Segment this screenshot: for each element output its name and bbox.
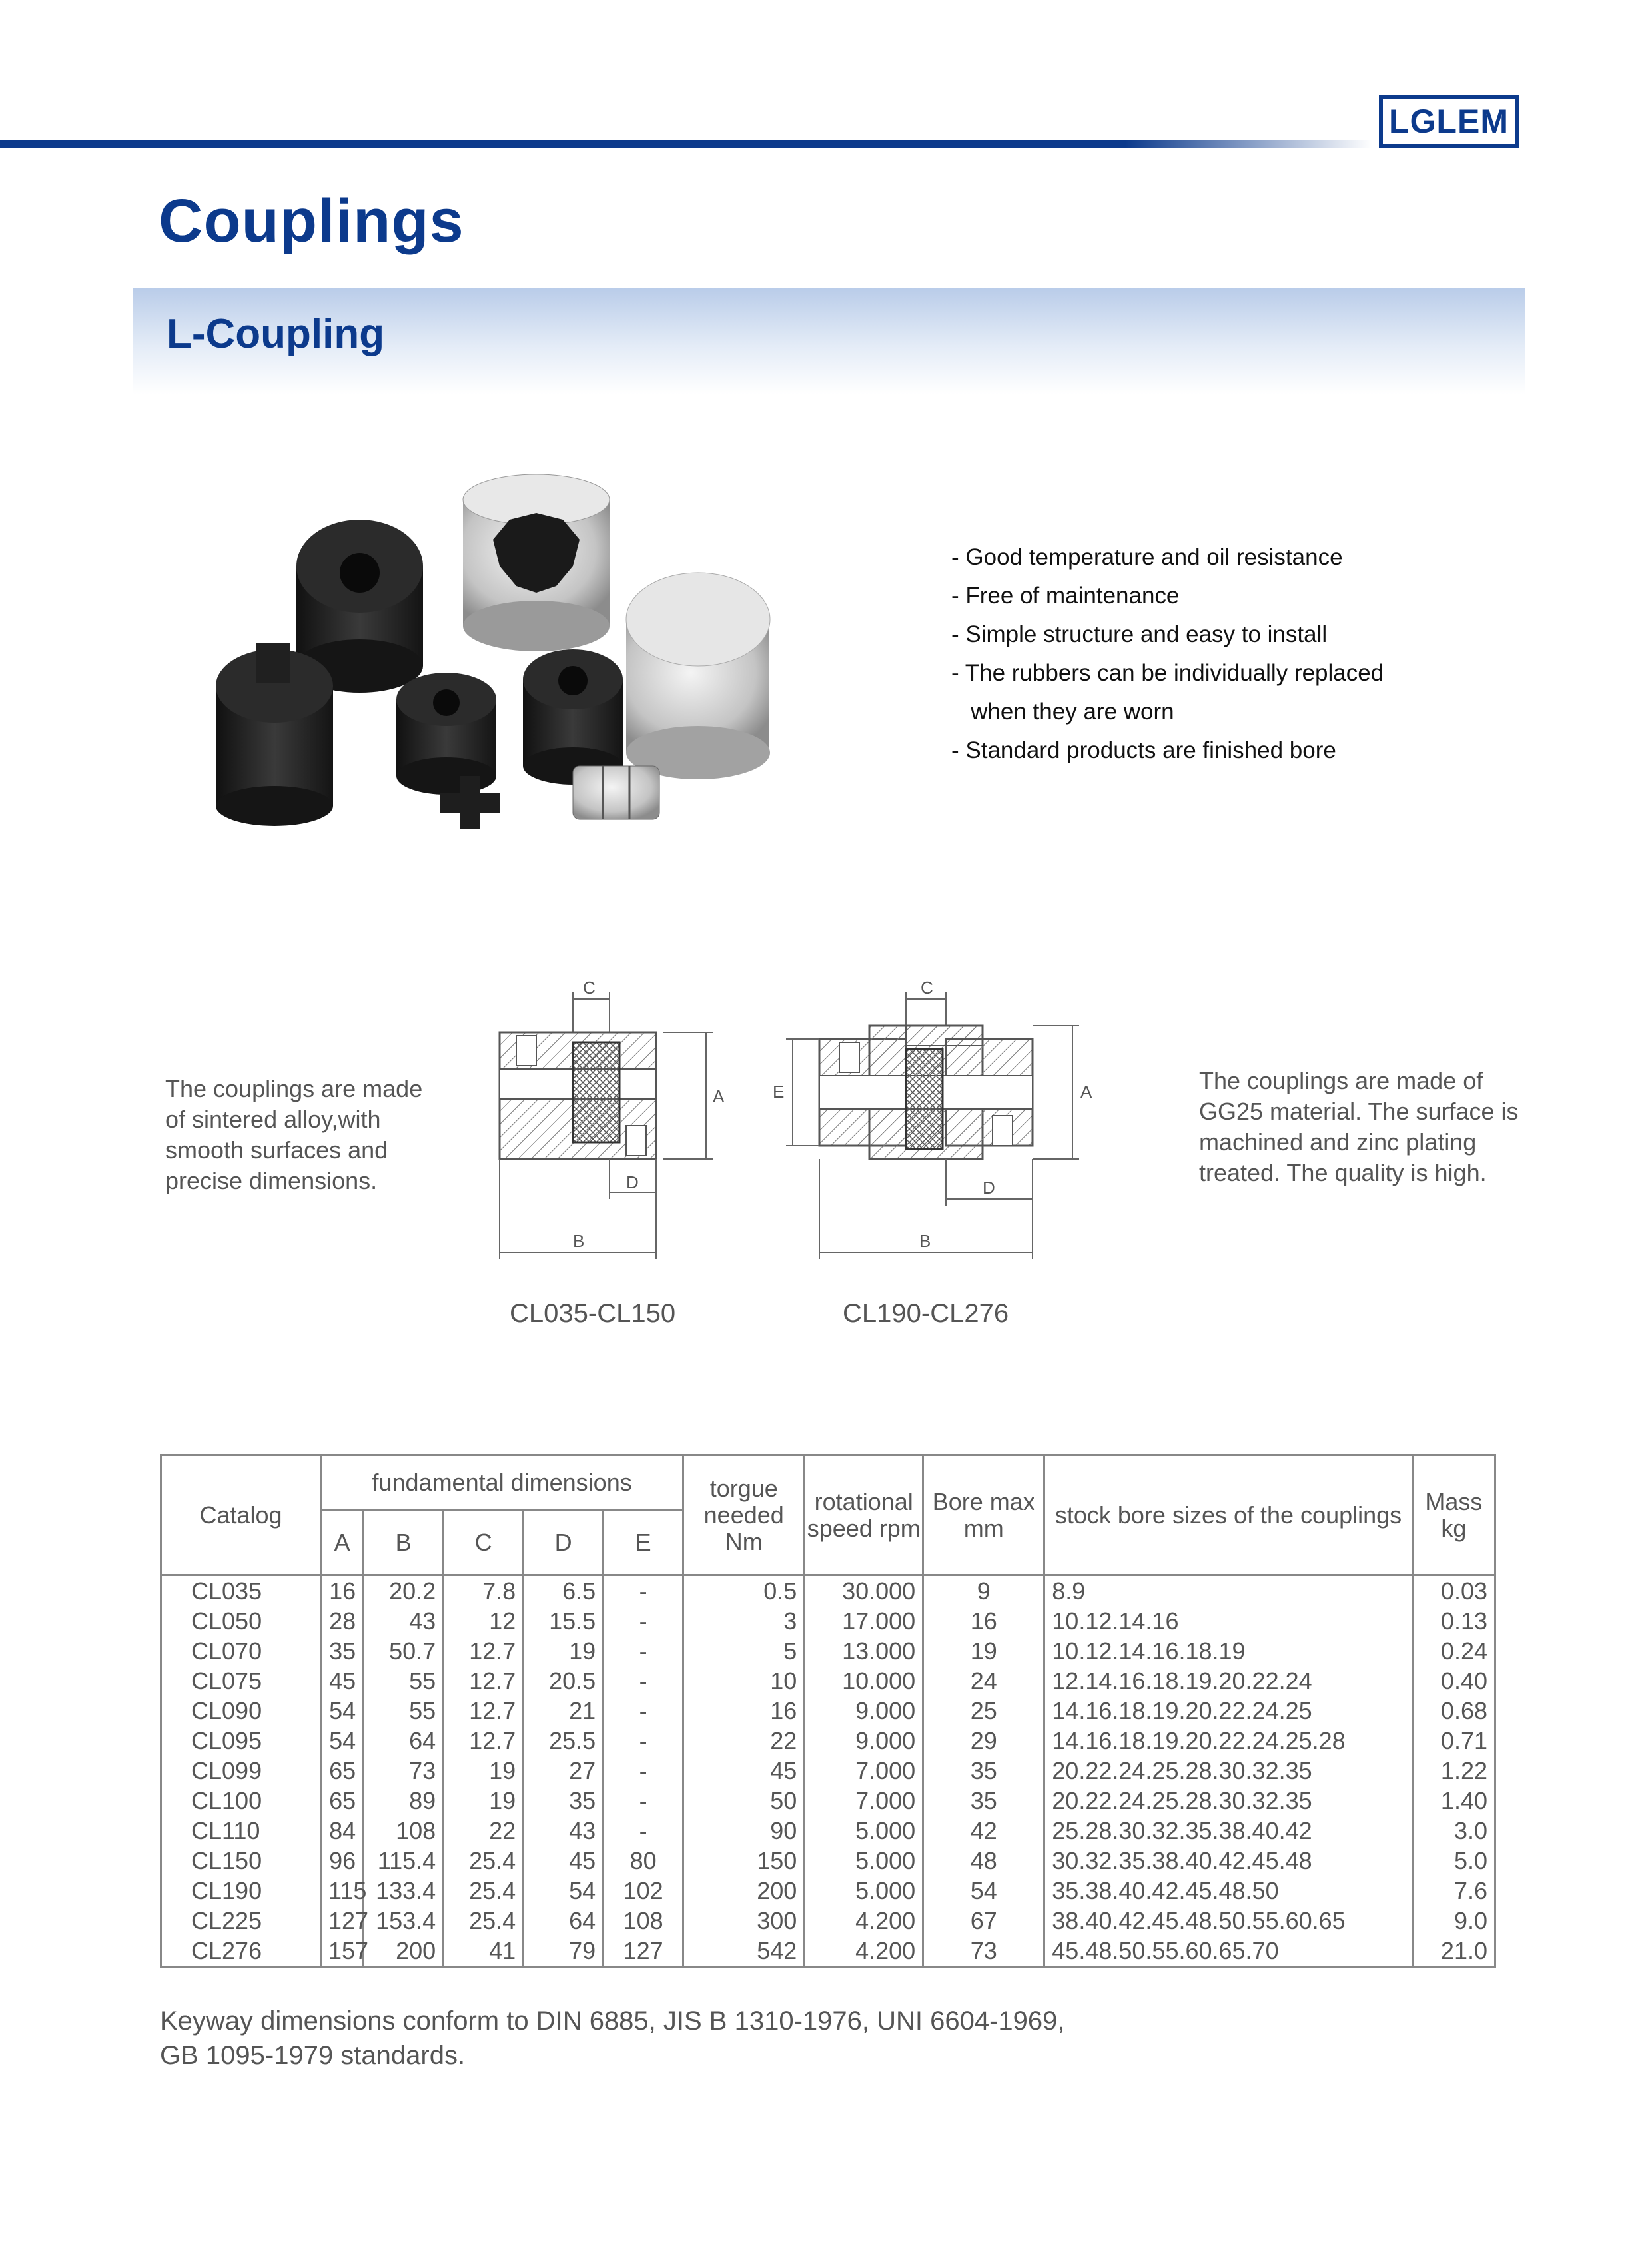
- cell-b: 108: [364, 1816, 444, 1846]
- cell-b: 55: [364, 1696, 444, 1726]
- cell-bore: 35: [923, 1756, 1044, 1786]
- header-d: D: [524, 1510, 604, 1575]
- cell-catalog: CL099: [161, 1756, 321, 1786]
- cell-torque: 45: [683, 1756, 805, 1786]
- cell-torque: 10: [683, 1666, 805, 1696]
- cell-stock-bores: 45.48.50.55.60.65.70: [1044, 1936, 1412, 1967]
- cell-catalog: CL100: [161, 1786, 321, 1816]
- cell-stock-bores: 25.28.30.32.35.38.40.42: [1044, 1816, 1412, 1846]
- cell-e: 102: [604, 1876, 683, 1906]
- cell-speed: 9.000: [805, 1696, 923, 1726]
- cell-a: 16: [321, 1575, 364, 1607]
- cell-stock-bores: 38.40.42.45.48.50.55.60.65: [1044, 1906, 1412, 1936]
- cell-bore: 48: [923, 1846, 1044, 1876]
- cell-stock-bores: 20.22.24.25.28.30.32.35: [1044, 1756, 1412, 1786]
- cell-a: 54: [321, 1726, 364, 1756]
- cell-c: 12: [444, 1606, 524, 1636]
- cell-a: 65: [321, 1756, 364, 1786]
- cell-c: 12.7: [444, 1696, 524, 1726]
- cell-catalog: CL110: [161, 1816, 321, 1846]
- cell-bore: 24: [923, 1666, 1044, 1696]
- cell-d: 6.5: [524, 1575, 604, 1607]
- cell-e: 108: [604, 1906, 683, 1936]
- dim-label-e: E: [773, 1082, 785, 1102]
- cell-catalog: CL075: [161, 1666, 321, 1696]
- cell-stock-bores: 20.22.24.25.28.30.32.35: [1044, 1786, 1412, 1816]
- cell-torque: 16: [683, 1696, 805, 1726]
- cell-d: 79: [524, 1936, 604, 1967]
- cell-speed: 9.000: [805, 1726, 923, 1756]
- table-row: [161, 1575, 1495, 1607]
- cell-e: -: [604, 1666, 683, 1696]
- cell-c: 19: [444, 1786, 524, 1816]
- header-e: E: [604, 1510, 683, 1575]
- cell-catalog: CL095: [161, 1726, 321, 1756]
- cell-d: 20.5: [524, 1666, 604, 1696]
- cell-bore: 42: [923, 1816, 1044, 1846]
- cell-c: 12.7: [444, 1636, 524, 1666]
- cell-b: 50.7: [364, 1636, 444, 1666]
- cell-a: 127: [321, 1906, 364, 1936]
- feature-item: - Good temperature and oil resistance: [951, 544, 1343, 570]
- cell-c: 25.4: [444, 1876, 524, 1906]
- cell-c: 7.8: [444, 1575, 524, 1607]
- cell-speed: 10.000: [805, 1666, 923, 1696]
- cell-torque: 150: [683, 1846, 805, 1876]
- cell-catalog: CL050: [161, 1606, 321, 1636]
- cell-b: 64: [364, 1726, 444, 1756]
- cell-torque: 3: [683, 1606, 805, 1636]
- cell-e: -: [604, 1575, 683, 1607]
- cell-speed: 17.000: [805, 1606, 923, 1636]
- cell-speed: 30.000: [805, 1575, 923, 1607]
- cell-speed: 7.000: [805, 1756, 923, 1786]
- cell-c: 12.7: [444, 1726, 524, 1756]
- cell-a: 84: [321, 1816, 364, 1846]
- header-fundamental: fundamental dimensions: [321, 1455, 683, 1510]
- feature-item: - Free of maintenance: [951, 583, 1180, 609]
- cell-b: 133.4: [364, 1876, 444, 1906]
- cell-torque: 200: [683, 1876, 805, 1906]
- cell-c: 19: [444, 1756, 524, 1786]
- cell-catalog: CL276: [161, 1936, 321, 1967]
- dim-label-a2: A: [1080, 1082, 1092, 1102]
- dim-label-a: A: [713, 1086, 725, 1106]
- dim-label-d: D: [626, 1172, 639, 1192]
- cell-d: 25.5: [524, 1726, 604, 1756]
- dim-label-d2: D: [983, 1178, 995, 1198]
- table-row: [161, 1726, 1495, 1756]
- cell-speed: 5.000: [805, 1846, 923, 1876]
- table-row: [161, 1696, 1495, 1726]
- cell-a: 54: [321, 1696, 364, 1726]
- cell-mass: 0.40: [1412, 1666, 1495, 1696]
- cell-b: 153.4: [364, 1906, 444, 1936]
- cell-bore: 25: [923, 1696, 1044, 1726]
- cell-catalog: CL035: [161, 1575, 321, 1607]
- cell-speed: 4.200: [805, 1936, 923, 1967]
- table-row: [161, 1786, 1495, 1816]
- cell-d: 19: [524, 1636, 604, 1666]
- gg25-description: The couplings are made of GG25 material. The surface is machined and zinc plating treated. The quality is high.: [1199, 1067, 1519, 1186]
- cell-c: 22: [444, 1816, 524, 1846]
- cell-e: -: [604, 1636, 683, 1666]
- cell-bore: 35: [923, 1786, 1044, 1816]
- cell-bore: 54: [923, 1876, 1044, 1906]
- cell-speed: 5.000: [805, 1876, 923, 1906]
- cell-catalog: CL070: [161, 1636, 321, 1666]
- cell-bore: 73: [923, 1936, 1044, 1967]
- cell-a: 115: [321, 1876, 364, 1906]
- cell-d: 64: [524, 1906, 604, 1936]
- cell-a: 65: [321, 1786, 364, 1816]
- table-row: [161, 1756, 1495, 1786]
- cell-d: 43: [524, 1816, 604, 1846]
- dim-label-c: C: [583, 979, 596, 998]
- caption-cl035-cl150: CL035-CL150: [510, 1299, 676, 1328]
- cell-bore: 9: [923, 1575, 1044, 1607]
- feature-item: - The rubbers can be individually replaced: [951, 660, 1384, 686]
- cell-b: 73: [364, 1756, 444, 1786]
- cell-mass: 0.68: [1412, 1696, 1495, 1726]
- drawing-cl035-cl150: [486, 979, 753, 1286]
- feature-item: - Simple structure and easy to install: [951, 621, 1328, 647]
- cell-mass: 7.6: [1412, 1876, 1495, 1906]
- table-row: [161, 1666, 1495, 1696]
- cell-mass: 0.24: [1412, 1636, 1495, 1666]
- dim-label-c2: C: [921, 979, 933, 998]
- cell-d: 54: [524, 1876, 604, 1906]
- table-row: [161, 1636, 1495, 1666]
- spec-table: [160, 1454, 1496, 1968]
- cell-catalog: CL090: [161, 1696, 321, 1726]
- cell-e: -: [604, 1696, 683, 1726]
- cell-stock-bores: 14.16.18.19.20.22.24.25: [1044, 1696, 1412, 1726]
- cell-bore: 67: [923, 1906, 1044, 1936]
- cell-mass: 1.22: [1412, 1756, 1495, 1786]
- keyway-line: GB 1095-1979 standards.: [160, 2041, 466, 2070]
- cell-b: 200: [364, 1936, 444, 1967]
- cell-speed: 5.000: [805, 1816, 923, 1846]
- cell-b: 55: [364, 1666, 444, 1696]
- header-c: C: [444, 1510, 524, 1575]
- cell-mass: 0.71: [1412, 1726, 1495, 1756]
- cell-b: 115.4: [364, 1846, 444, 1876]
- cell-mass: 5.0: [1412, 1846, 1495, 1876]
- cell-mass: 21.0: [1412, 1936, 1495, 1967]
- header-catalog: Catalog: [161, 1455, 321, 1575]
- cell-a: 157: [321, 1936, 364, 1967]
- cell-catalog: CL225: [161, 1906, 321, 1936]
- cell-stock-bores: 8.9: [1044, 1575, 1412, 1607]
- cell-d: 27: [524, 1756, 604, 1786]
- cell-speed: 7.000: [805, 1786, 923, 1816]
- cell-e: -: [604, 1726, 683, 1756]
- header-torque: torgue needed Nm: [683, 1455, 805, 1575]
- table-row: [161, 1846, 1495, 1876]
- cell-e: -: [604, 1786, 683, 1816]
- header-mass: Mass kg: [1412, 1455, 1495, 1575]
- brand-logo: LGLEM: [1379, 95, 1519, 148]
- cell-e: -: [604, 1606, 683, 1636]
- cell-stock-bores: 10.12.14.16.18.19: [1044, 1636, 1412, 1666]
- cell-c: 25.4: [444, 1846, 524, 1876]
- cell-stock-bores: 12.14.16.18.19.20.22.24: [1044, 1666, 1412, 1696]
- cell-e: 127: [604, 1936, 683, 1967]
- dim-label-b: B: [573, 1231, 585, 1251]
- cell-bore: 19: [923, 1636, 1044, 1666]
- cell-stock-bores: 35.38.40.42.45.48.50: [1044, 1876, 1412, 1906]
- table-row: [161, 1816, 1495, 1846]
- cell-mass: 1.40: [1412, 1786, 1495, 1816]
- cell-speed: 4.200: [805, 1906, 923, 1936]
- cell-catalog: CL190: [161, 1876, 321, 1906]
- cell-mass: 9.0: [1412, 1906, 1495, 1936]
- header-stock: stock bore sizes of the couplings: [1044, 1455, 1412, 1575]
- cell-b: 89: [364, 1786, 444, 1816]
- cell-mass: 0.13: [1412, 1606, 1495, 1636]
- cell-b: 43: [364, 1606, 444, 1636]
- product-photo: [200, 466, 866, 853]
- cell-mass: 3.0: [1412, 1816, 1495, 1846]
- cell-catalog: CL150: [161, 1846, 321, 1876]
- header-speed: rotational speed rpm: [805, 1455, 923, 1575]
- caption-cl190-cl276: CL190-CL276: [843, 1299, 1009, 1328]
- cell-stock-bores: 30.32.35.38.40.42.45.48: [1044, 1846, 1412, 1876]
- cell-torque: 300: [683, 1906, 805, 1936]
- cell-torque: 22: [683, 1726, 805, 1756]
- cell-b: 20.2: [364, 1575, 444, 1607]
- cell-d: 35: [524, 1786, 604, 1816]
- cell-d: 15.5: [524, 1606, 604, 1636]
- cell-torque: 0.5: [683, 1575, 805, 1607]
- cell-a: 96: [321, 1846, 364, 1876]
- cell-a: 35: [321, 1636, 364, 1666]
- header-b: B: [364, 1510, 444, 1575]
- header-rule: [0, 140, 1372, 148]
- cell-e: -: [604, 1816, 683, 1846]
- drawing-cl190-cl276: [773, 979, 1119, 1286]
- cell-stock-bores: 14.16.18.19.20.22.24.25.28: [1044, 1726, 1412, 1756]
- keyway-note: [160, 2004, 1065, 2073]
- feature-item: - Standard products are finished bore: [951, 737, 1336, 763]
- section-subtitle: L-Coupling: [167, 311, 385, 357]
- cell-torque: 5: [683, 1636, 805, 1666]
- page-title: Couplings: [159, 187, 464, 255]
- cell-e: 80: [604, 1846, 683, 1876]
- table-row: [161, 1606, 1495, 1636]
- cell-c: 41: [444, 1936, 524, 1967]
- cell-stock-bores: 10.12.14.16: [1044, 1606, 1412, 1636]
- cell-speed: 13.000: [805, 1636, 923, 1666]
- cell-torque: 90: [683, 1816, 805, 1846]
- cell-bore: 29: [923, 1726, 1044, 1756]
- table-row: [161, 1876, 1495, 1906]
- table-row: [161, 1906, 1495, 1936]
- cell-torque: 542: [683, 1936, 805, 1967]
- cell-torque: 50: [683, 1786, 805, 1816]
- cell-mass: 0.03: [1412, 1575, 1495, 1607]
- feature-list: [951, 538, 1384, 770]
- dim-label-b2: B: [919, 1231, 931, 1251]
- cell-e: -: [604, 1756, 683, 1786]
- header-bore: Bore max mm: [923, 1455, 1044, 1575]
- feature-item: when they are worn: [951, 699, 1174, 725]
- cell-d: 21: [524, 1696, 604, 1726]
- table-row: [161, 1936, 1495, 1967]
- keyway-line: Keyway dimensions conform to DIN 6885, JIS B 1310-1976, UNI 6604-1969,: [160, 2006, 1065, 2036]
- cell-a: 45: [321, 1666, 364, 1696]
- cell-c: 12.7: [444, 1666, 524, 1696]
- header-a: A: [321, 1510, 364, 1575]
- cell-bore: 16: [923, 1606, 1044, 1636]
- cell-c: 25.4: [444, 1906, 524, 1936]
- cell-a: 28: [321, 1606, 364, 1636]
- cell-d: 45: [524, 1846, 604, 1876]
- sintered-description: The couplings are made of sintered alloy,with smooth surfaces and precise dimensions.: [165, 1075, 423, 1194]
